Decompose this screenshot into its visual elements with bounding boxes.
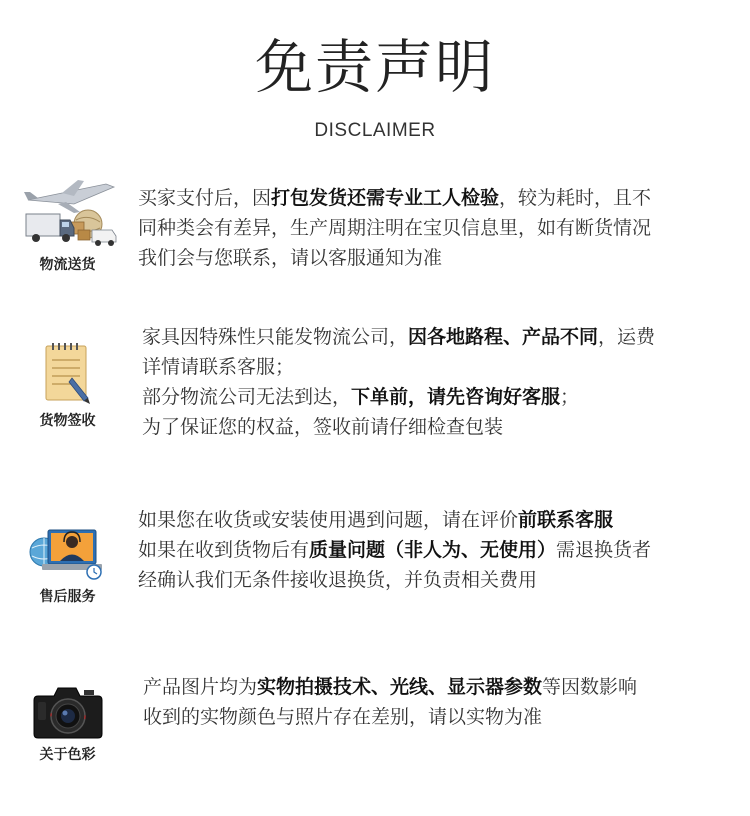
section-shipping-icon-block — [0, 178, 135, 274]
emphasis-text: 实物拍摄技术、光线、显示器参数 — [257, 676, 543, 698]
emphasis-text: 质量问题（非人为、无使用） — [309, 539, 557, 561]
body-text: ； — [560, 386, 580, 408]
text-line — [142, 352, 655, 382]
section-label: 货物签收 — [39, 413, 96, 429]
section-color-text — [143, 672, 637, 732]
text-line — [138, 213, 651, 243]
section-shipping-text — [138, 183, 651, 273]
body-text: 家具因特殊性只能发物流公司， — [142, 326, 409, 348]
body-text: 买家支付后，因 — [138, 187, 272, 209]
text-line — [143, 702, 637, 732]
body-text: 等因数影响 — [542, 676, 638, 698]
body-text: 收到的实物颜色与照片存在差别，请以实物为准 — [143, 706, 543, 728]
body-text: ，较为耗时，且不 — [499, 187, 652, 209]
text-line — [138, 243, 651, 273]
customer-service-icon — [28, 512, 108, 582]
body-text: 为了保证您的权益，签收前请仔细检查包装 — [142, 416, 504, 438]
body-text: 如果您在收货或安装使用遇到问题，请在评价 — [138, 509, 519, 531]
body-text: 详情请联系客服； — [142, 356, 295, 378]
text-line — [142, 322, 655, 352]
emphasis-text: 前联系客服 — [518, 509, 614, 531]
body-text: 我们会与您联系，请以客服通知为准 — [138, 247, 443, 269]
section-label: 物流送货 — [39, 257, 96, 273]
body-text: 部分物流公司无法到达， — [142, 386, 352, 408]
text-line — [138, 505, 651, 535]
page-title: 免责声明 — [254, 33, 495, 101]
body-text: ，运费 — [598, 326, 656, 348]
clipboard-pen-icon — [38, 340, 98, 406]
section-color-icon-block — [0, 682, 135, 764]
section-receiving-text — [142, 322, 655, 442]
text-line — [143, 672, 637, 702]
section-label: 关于色彩 — [39, 747, 96, 763]
body-text: 经确认我们无条件接收退换货，并负责相关费用 — [138, 569, 538, 591]
emphasis-text: 因各地路程、产品不同 — [408, 326, 599, 348]
text-line — [138, 565, 651, 595]
section-aftersales-icon-block — [0, 512, 135, 606]
body-text: 需退换货者 — [556, 539, 652, 561]
text-line — [138, 183, 651, 213]
body-text: 产品图片均为 — [143, 676, 258, 698]
emphasis-text: 下单前，请先咨询好客服 — [351, 386, 561, 408]
body-text: 如果在收到货物后有 — [138, 539, 310, 561]
text-line — [138, 535, 651, 565]
section-receiving-icon-block — [0, 340, 135, 430]
emphasis-text: 打包发货还需专业工人检验 — [271, 187, 500, 209]
camera-icon — [32, 682, 104, 740]
shipping-icon — [18, 178, 118, 250]
text-line — [142, 412, 655, 442]
page-subtitle: DISCLAIMER — [314, 120, 436, 141]
body-text: 同种类会有差异，生产周期注明在宝贝信息里，如有断货情况 — [138, 217, 652, 239]
text-line — [142, 382, 655, 412]
section-aftersales-text — [138, 505, 651, 595]
section-label: 售后服务 — [39, 589, 96, 605]
